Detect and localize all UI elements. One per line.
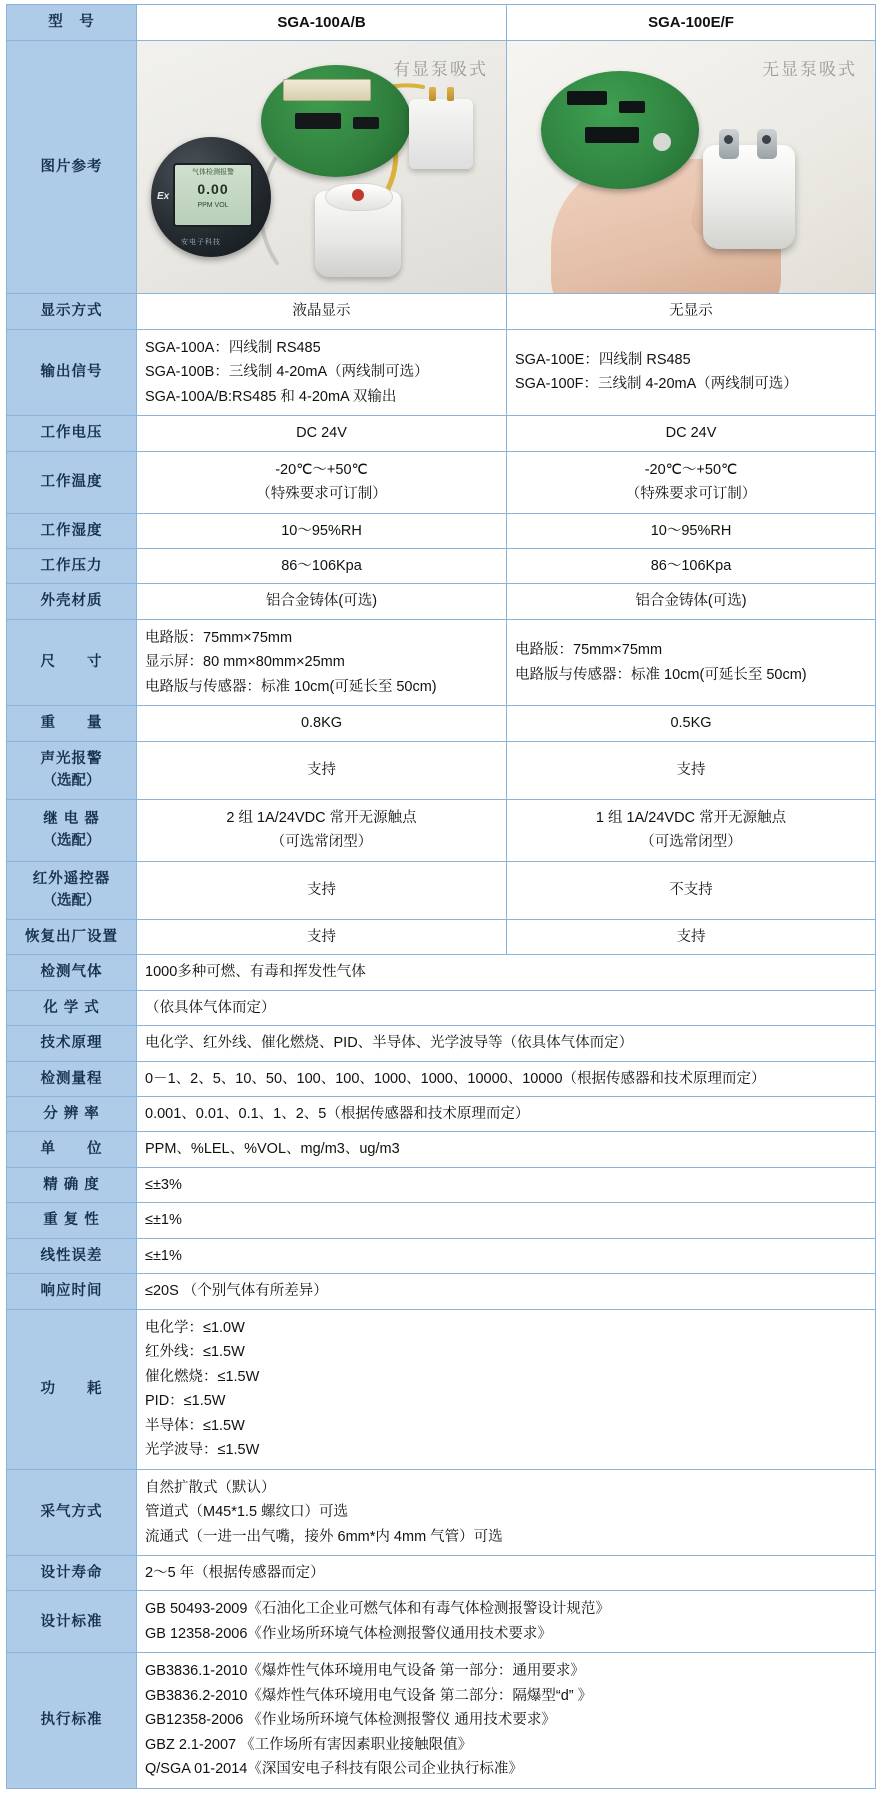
table-row-temperature xyxy=(7,451,876,513)
range-value: 0－1、2、5、10、50、100、100、1000、1000、10000、10000（根据传感器和技术原理而定） xyxy=(137,1061,876,1096)
table-row-factory-reset xyxy=(7,919,876,954)
row-label-photo: 图片参考 xyxy=(7,41,137,294)
exec-standard-line-1: GB3836.1-2010《爆炸性气体环境用电气设备 第一部分：通用要求》 xyxy=(145,1663,585,1680)
output-signal-a-line-3: SGA-100A/B:RS485 和 4-20mA 双输出 xyxy=(145,388,397,405)
principle-value: 电化学、红外线、催化燃烧、PID、半导体、光学波导等（依具体气体而定） xyxy=(137,1026,876,1061)
nozzle-2-icon xyxy=(757,129,777,159)
model-b-header: SGA-100E/F xyxy=(507,5,876,41)
power-values xyxy=(137,1309,876,1469)
sampling-line-3: 流通式（一进一出气嘴，接外 6mm*内 4mm 气管）可选 xyxy=(145,1528,503,1545)
power-line-4: PID：≤1.5W xyxy=(145,1393,226,1410)
exec-standard-line-3: GB12358-2006 《作业场所环境气体检测报警仪 通用技术要求》 xyxy=(145,1712,556,1729)
table-row-ir-remote xyxy=(7,861,876,919)
row-label-unit: 单 位 xyxy=(7,1132,137,1167)
pressure-b: 86～106Kpa xyxy=(507,549,876,584)
gold-pin-sensor-icon xyxy=(409,99,473,169)
table-row-response-time xyxy=(7,1274,876,1309)
row-label-response-time: 响应时间 xyxy=(7,1274,137,1309)
photo-cell-a xyxy=(137,41,507,294)
size-b-line-2: 电路版与传感器：标准 10cm(可延长至 50cm) xyxy=(515,666,807,683)
table-row-alarm xyxy=(7,741,876,799)
unit-value: PPM、%LEL、%VOL、mg/m3、ug/m3 xyxy=(137,1132,876,1167)
size-a-line-1: 电路版：75mm×75mm xyxy=(145,629,293,646)
row-label-ir-remote-main: 红外遥控器 xyxy=(32,870,111,887)
sampling-line-2: 管道式（M45*1.5 螺纹口）可选 xyxy=(145,1504,349,1521)
shell-a: 铝合金铸体(可选) xyxy=(137,584,507,619)
size-a-line-2: 显示屏：80 mm×80mm×25mm xyxy=(145,654,345,671)
factory-reset-b: 支持 xyxy=(507,919,876,954)
table-row-unit xyxy=(7,1132,876,1167)
temperature-a xyxy=(137,451,507,513)
row-label-formula: 化 学 式 xyxy=(7,990,137,1025)
row-label-display-mode: 显示方式 xyxy=(7,294,137,329)
row-label-voltage: 工作电压 xyxy=(7,416,137,451)
table-row-size xyxy=(7,619,876,705)
humidity-a: 10～95%RH xyxy=(137,513,507,548)
product-photo-b xyxy=(507,41,875,293)
terminal-block-icon xyxy=(283,79,371,101)
row-label-factory-reset: 恢复出厂设置 xyxy=(7,919,137,954)
sensor-pin-1-icon xyxy=(429,87,436,101)
accuracy-value: ≤±3% xyxy=(137,1167,876,1202)
lifetime-value: 2～5 年（根据传感器而定） xyxy=(137,1556,876,1591)
voltage-a: DC 24V xyxy=(137,416,507,451)
repeatability-value: ≤±1% xyxy=(137,1203,876,1238)
table-row-output-signal xyxy=(7,329,876,415)
photo-caption-b: 无显泵吸式 xyxy=(762,60,857,80)
table-row-linear-error xyxy=(7,1238,876,1273)
detect-gas-value: 1000多种可燃、有毒和挥发性气体 xyxy=(137,955,876,990)
display-mode-b: 无显示 xyxy=(507,294,876,329)
temperature-b-line-1: -20℃～+50℃ xyxy=(644,461,738,478)
power-line-5: 半导体：≤1.5W xyxy=(145,1417,245,1434)
table-row-resolution xyxy=(7,1096,876,1131)
output-signal-a-line-1: SGA-100A：四线制 RS485 xyxy=(145,339,321,356)
temperature-a-line-2: （特殊要求可订制） xyxy=(256,486,387,503)
power-line-6: 光学波导：≤1.5W xyxy=(145,1442,260,1459)
voltage-b: DC 24V xyxy=(507,416,876,451)
table-row-model xyxy=(7,5,876,41)
table-row-humidity xyxy=(7,513,876,548)
row-label-relay-sub: （选配） xyxy=(42,833,101,850)
lcd-screen xyxy=(173,163,253,227)
lcd-line-1: 气体检测报警 xyxy=(192,169,234,177)
row-label-model: 型 号 xyxy=(7,5,137,41)
power-line-3: 催化燃烧：≤1.5W xyxy=(145,1368,260,1385)
design-standard-line-2: GB 12358-2006《作业场所环境气体检测报警仪通用技术要求》 xyxy=(145,1625,552,1642)
temperature-b xyxy=(507,451,876,513)
table-row-photo xyxy=(7,41,876,294)
temperature-b-line-2: （特殊要求可订制） xyxy=(625,486,757,503)
table-row-display-mode xyxy=(7,294,876,329)
product-photo-a xyxy=(137,41,506,293)
size-b xyxy=(507,619,876,705)
table-row-shell xyxy=(7,584,876,619)
table-row-accuracy xyxy=(7,1167,876,1202)
chip-b1-icon xyxy=(567,91,607,105)
table-row-voltage xyxy=(7,416,876,451)
table-row-formula xyxy=(7,990,876,1025)
row-label-repeatability: 重 复 性 xyxy=(7,1203,137,1238)
photo-cell-b xyxy=(507,41,876,294)
output-signal-b-line-1: SGA-100E：四线制 RS485 xyxy=(515,351,691,368)
row-label-resolution: 分 辨 率 xyxy=(7,1096,137,1131)
linear-error-value: ≤±1% xyxy=(137,1238,876,1273)
output-signal-b xyxy=(507,329,876,415)
sensor-pin-2-icon xyxy=(447,87,454,101)
row-label-linear-error: 线性误差 xyxy=(7,1238,137,1273)
table-row-lifetime xyxy=(7,1556,876,1591)
relay-a xyxy=(137,799,507,861)
row-label-principle: 技术原理 xyxy=(7,1026,137,1061)
white-sensor-icon xyxy=(315,191,401,277)
table-row-principle xyxy=(7,1026,876,1061)
size-b-line-1: 电路版：75mm×75mm xyxy=(515,642,663,659)
circuit-board-a-icon xyxy=(261,65,411,177)
table-row-weight xyxy=(7,706,876,741)
table-row-detect-gas xyxy=(7,955,876,990)
weight-b: 0.5KG xyxy=(507,706,876,741)
sampling-line-1: 自然扩散式（默认） xyxy=(145,1479,276,1496)
exec-standard-line-4: GBZ 2.1-2007 《工作场所有害因素职业接触限值》 xyxy=(145,1736,473,1753)
response-time-value: ≤20S （个别气体有所差异） xyxy=(137,1274,876,1309)
chip-b2-icon xyxy=(619,101,645,113)
formula-value: （依具体气体而定） xyxy=(137,990,876,1025)
row-label-output-signal: 输出信号 xyxy=(7,329,137,415)
size-a xyxy=(137,619,507,705)
row-label-sampling: 采气方式 xyxy=(7,1469,137,1555)
row-label-ir-remote xyxy=(7,861,137,919)
row-label-alarm-main: 声光报警 xyxy=(40,750,103,767)
table-row-pressure xyxy=(7,549,876,584)
row-label-relay-main: 继 电 器 xyxy=(43,810,100,827)
circuit-board-b-icon xyxy=(541,71,699,189)
photo-caption-a: 有显泵吸式 xyxy=(393,60,488,80)
row-label-temperature: 工作温度 xyxy=(7,451,137,513)
connector-b-icon xyxy=(653,133,671,151)
row-label-accuracy: 精 确 度 xyxy=(7,1167,137,1202)
sampling-values xyxy=(137,1469,876,1555)
relay-a-line-1: 2 组 1A/24VDC 常开无源触点 xyxy=(226,809,417,826)
alarm-b: 支持 xyxy=(507,741,876,799)
row-label-relay xyxy=(7,799,137,861)
ex-marking: Ex xyxy=(157,191,170,203)
output-signal-a-line-2: SGA-100B：三线制 4-20mA（两线制可选） xyxy=(145,364,429,381)
lcd-line-2: 0.00 xyxy=(197,181,229,198)
relay-b-line-1: 1 组 1A/24VDC 常开无源触点 xyxy=(595,809,787,826)
relay-b xyxy=(507,799,876,861)
table-row-design-standard xyxy=(7,1591,876,1653)
table-row-sampling xyxy=(7,1469,876,1555)
alarm-a: 支持 xyxy=(137,741,507,799)
resolution-value: 0.001、0.01、0.1、1、2、5（根据传感器和技术原理而定） xyxy=(137,1096,876,1131)
power-line-2: 红外线：≤1.5W xyxy=(145,1344,245,1361)
row-label-range: 检测量程 xyxy=(7,1061,137,1096)
temperature-a-line-1: -20℃～+50℃ xyxy=(275,461,368,478)
model-a-header: SGA-100A/B xyxy=(137,5,507,41)
row-label-size: 尺 寸 xyxy=(7,619,137,705)
row-label-pressure: 工作压力 xyxy=(7,549,137,584)
row-label-ir-remote-sub: （选配） xyxy=(42,893,101,910)
table-row-range xyxy=(7,1061,876,1096)
row-label-power: 功 耗 xyxy=(7,1309,137,1469)
humidity-b: 10～95%RH xyxy=(507,513,876,548)
pump-sensor-icon xyxy=(703,145,795,249)
exec-standard-line-2: GB3836.2-2010《爆炸性气体环境用电气设备 第二部分：隔爆型“d” 》 xyxy=(145,1687,593,1704)
exec-standard-line-5: Q/SGA 01-2014《深国安电子科技有限公司企业执行标准》 xyxy=(145,1761,523,1778)
display-mode-a: 液晶显示 xyxy=(137,294,507,329)
row-label-detect-gas: 检测气体 xyxy=(7,955,137,990)
output-signal-b-line-2: SGA-100F：三线制 4-20mA（两线制可选） xyxy=(515,376,798,393)
pressure-a: 86～106Kpa xyxy=(137,549,507,584)
table-row-power xyxy=(7,1309,876,1469)
size-a-line-3: 电路版与传感器：标准 10cm(可延长至 50cm) xyxy=(145,678,437,695)
row-label-weight: 重 量 xyxy=(7,706,137,741)
table-row-relay xyxy=(7,799,876,861)
output-signal-a xyxy=(137,329,507,415)
factory-reset-a: 支持 xyxy=(137,919,507,954)
brand-marking: 安电子科技 xyxy=(181,239,221,247)
row-label-alarm-sub: （选配） xyxy=(42,773,101,790)
row-label-design-standard: 设计标准 xyxy=(7,1591,137,1653)
row-label-humidity: 工作湿度 xyxy=(7,513,137,548)
row-label-exec-standard: 执行标准 xyxy=(7,1653,137,1788)
relay-a-line-2: （可选常闭型） xyxy=(270,834,373,851)
chip-b3-icon xyxy=(585,127,639,143)
weight-a: 0.8KG xyxy=(137,706,507,741)
row-label-shell: 外壳材质 xyxy=(7,584,137,619)
row-label-lifetime: 设计寿命 xyxy=(7,1556,137,1591)
chip-icon xyxy=(295,113,341,129)
ir-remote-b: 不支持 xyxy=(507,861,876,919)
nozzle-1-icon xyxy=(719,129,739,159)
design-standard-values xyxy=(137,1591,876,1653)
table-row-repeatability xyxy=(7,1203,876,1238)
shell-b: 铝合金铸体(可选) xyxy=(507,584,876,619)
lcd-display-unit-icon xyxy=(151,137,271,257)
ir-remote-a: 支持 xyxy=(137,861,507,919)
power-line-1: 电化学：≤1.0W xyxy=(145,1319,245,1336)
relay-b-line-2: （可选常闭型） xyxy=(640,834,742,851)
lcd-line-3: PPM VOL xyxy=(197,201,229,209)
design-standard-line-1: GB 50493-2009《石油化工企业可燃气体和有毒气体检测报警设计规范》 xyxy=(145,1601,610,1618)
row-label-alarm xyxy=(7,741,137,799)
chip-secondary-icon xyxy=(353,117,379,129)
specification-table xyxy=(6,4,876,1789)
